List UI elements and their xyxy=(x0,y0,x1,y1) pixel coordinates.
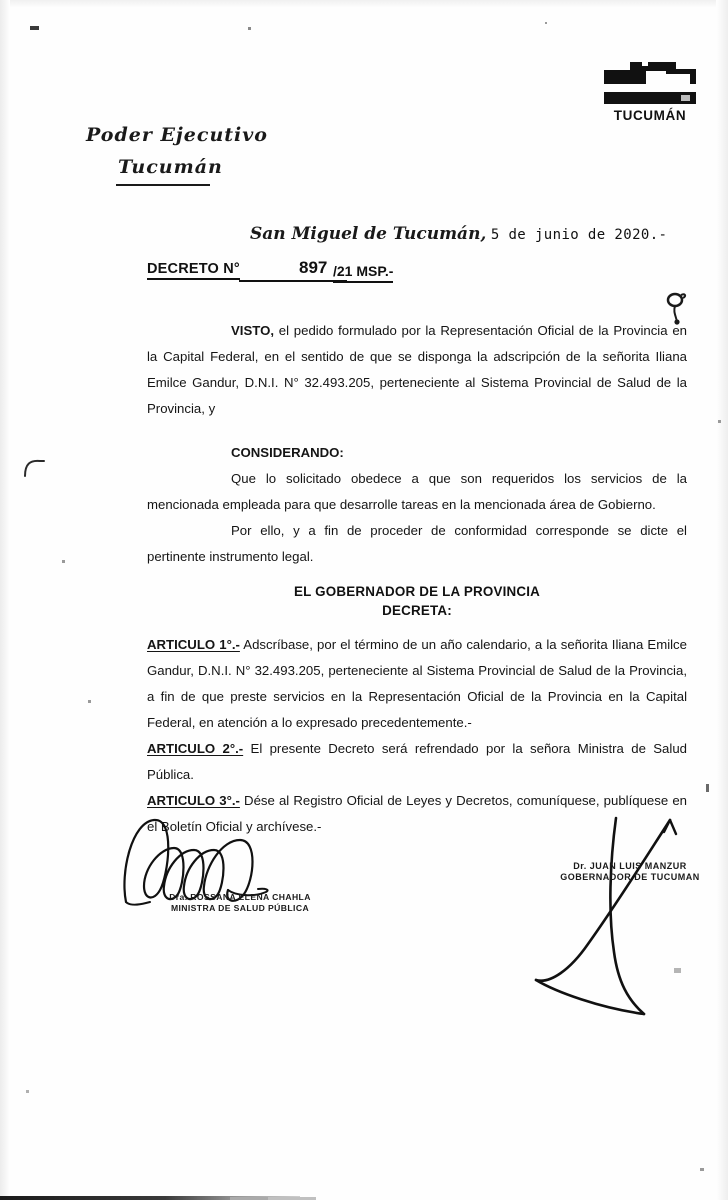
considerando-paragraph-2-text: Por ello, y a fin de proceder de conformidad corresponde se dicte el pertinente instrumento legal. xyxy=(147,523,687,564)
article-1-label: ARTICULO 1°.- xyxy=(147,637,240,652)
scan-speck xyxy=(30,26,39,30)
considerando-heading xyxy=(147,440,687,466)
scan-speck xyxy=(88,700,91,703)
margin-pen-mark xyxy=(22,456,48,478)
letterhead-underline-rule xyxy=(116,184,210,186)
tucuman-government-logo xyxy=(604,62,696,124)
signature-block-governor xyxy=(498,792,728,1037)
scan-speck xyxy=(62,560,65,563)
visto-keyword: VISTO, xyxy=(231,323,274,338)
document-body xyxy=(147,318,687,840)
decreta-heading-line-2: DECRETA: xyxy=(382,603,452,618)
governor-name: Dr. JUAN LUIS MANZUR xyxy=(573,861,687,871)
article-1 xyxy=(147,632,687,736)
minister-title: MINISTRA DE SALUD PÚBLICA xyxy=(170,903,310,913)
scan-speck xyxy=(545,22,547,24)
scan-edge-top xyxy=(0,0,728,8)
scan-edge-left xyxy=(0,0,10,1200)
signature-block-minister xyxy=(118,806,348,926)
scan-speck xyxy=(706,784,709,792)
minister-signature-caption xyxy=(140,892,340,914)
considerando-paragraph-1-text: Que lo solicitado obedece a que son requeridos los servicios de la mencionada empleada para que desarrolle tareas en la mencionada área de Gobierno. xyxy=(147,471,687,512)
article-1-text: Adscríbase, por el término de un año calendario, a la señorita Iliana Emilce Gandur, D.N.I. N° 32.493.205, perteneciente al Sistema Provincial de Salud de la Provincia, a fin de que preste servicios en la Representación Oficial de la Provincia en la Capital Federal, en atención a lo expresado precedentemente.- xyxy=(147,637,687,730)
logo-shape-top xyxy=(604,62,696,84)
place-text: San Miguel de Tucumán, xyxy=(250,224,487,244)
logo-shape-bottom xyxy=(604,92,696,104)
scan-speck xyxy=(248,27,251,30)
logo-wordmark: TUCUMÁN xyxy=(613,108,687,123)
considerando-paragraph-2 xyxy=(147,518,687,570)
article-3-text: Dése al Registro Oficial de Leyes y Decretos, comuníquese, publíquese en el Boletín Oficial y archívese.- xyxy=(147,793,687,834)
considerando-heading-text: CONSIDERANDO: xyxy=(231,445,344,460)
article-3-label: ARTICULO 3°.- xyxy=(147,793,240,808)
visto-paragraph xyxy=(147,318,687,422)
scan-speck xyxy=(718,420,721,423)
decree-blank-rule xyxy=(239,280,347,282)
scan-speck xyxy=(26,1090,29,1093)
date-text: 5 de junio de 2020.- xyxy=(490,227,668,243)
decree-label: DECRETO N° xyxy=(147,261,240,280)
article-2-label: ARTICULO 2°.- xyxy=(147,741,244,756)
governor-signature-caption xyxy=(540,861,720,883)
letterhead xyxy=(86,124,316,186)
minister-name: Dra. ROSSANA ELENA CHAHLA xyxy=(169,892,311,902)
decree-number-suffix: /21 MSP.- xyxy=(333,263,393,283)
governor-signature-mark xyxy=(498,792,728,1037)
decree-number-value: 897 xyxy=(299,258,328,277)
decree-number-row xyxy=(147,258,397,287)
decreta-heading-line-1: EL GOBERNADOR DE LA PROVINCIA xyxy=(293,584,541,599)
place-and-date xyxy=(250,224,667,244)
letterhead-line-poder-ejecutivo: Poder Ejecutivo xyxy=(86,124,268,146)
visto-text: el pedido formulado por la Representación Oficial de la Provincia en la Capital Federal, en el sentido de que se disponga la adscripción de la señorita Iliana Emilce Gandur, D.N.I. N° 32.493.205, perteneciente al Sistema Provincial de Salud de la Provincia, y xyxy=(147,323,687,416)
scan-speck xyxy=(700,1168,704,1171)
article-2 xyxy=(147,736,687,788)
letterhead-line-tucuman: Tucumán xyxy=(118,156,223,178)
article-2-text: El presente Decreto será refrendado por la señora Ministra de Salud Pública. xyxy=(147,741,687,782)
governor-title: GOBERNADOR DE TUCUMAN xyxy=(560,872,700,882)
considerando-paragraph-1 xyxy=(147,466,687,518)
